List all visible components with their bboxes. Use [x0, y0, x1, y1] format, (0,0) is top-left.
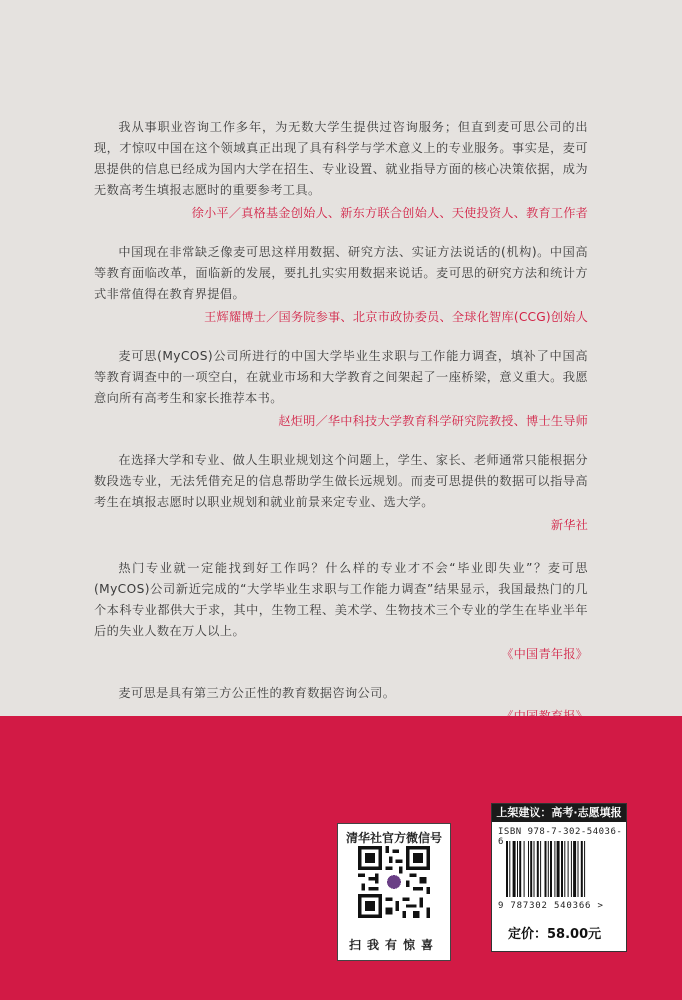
review-source-3: 赵炬明／华中科技大学教育科学研究院教授、博士生导师 [278, 414, 588, 428]
shelf-suggestion-label: 上架建议：高考·志愿填报 [492, 804, 626, 822]
wechat-qr-card [337, 823, 451, 961]
review-text-6: 麦可思是具有第三方公正性的教育数据咨询公司。 [118, 686, 396, 700]
barcode-digits: 9 787302 540366 > [498, 901, 604, 911]
qr-code-icon [358, 846, 430, 918]
reviews-section [94, 117, 588, 810]
qr-footer-text: 扫我有惊喜 [348, 938, 439, 952]
review-source-5: 《中国青年报》 [501, 647, 588, 661]
review-text-4: 在选择大学和专业、做人生职业规划这个问题上，学生、家长、老师通常只能根据分数段选专业，无法凭借充足的信息帮助学生做长远规划。而麦可思提供的数据可以指导高考生在填报志愿时以职业规划和就业前景来定专业、选大学。 [94, 453, 588, 509]
isbn-barcode-card [491, 803, 627, 952]
price-label: 定价：58.00元 [508, 927, 602, 942]
review-text-1: 我从事职业咨询工作多年，为无数大学生提供过咨询服务；但直到麦可思公司的出现，才惊叹中国在这个领域真正出现了具有科学与学术意义上的专业服务。事实是，麦可思提供的信息已经成为国内大学在招生、专业设置、就业指导方面的核心决策依据，成为无数高考生填报志愿时的重要参考工具。 [94, 120, 588, 197]
isbn-number: ISBN 978-7-302-54036-6 [498, 827, 623, 847]
qr-title: 清华社官方微信号 [345, 831, 442, 845]
review-text-2: 中国现在非常缺乏像麦可思这样用数据、研究方法、实证方法说话的(机构)。中国高等教育面临改革，面临新的发展，要扎扎实实用数据来说话。麦可思的研究方法和统计方式非常值得在教育界提倡。 [94, 245, 588, 301]
review-source-2: 王辉耀博士／国务院参事、北京市政协委员、全球化智库(CCG)创始人 [204, 310, 588, 324]
review-text-3: 麦可思(MyCOS)公司所进行的中国大学毕业生求职与工作能力调查，填补了中国高等教育调查中的一项空白，在就业市场和大学教育之间架起了一座桥梁，意义重大。我愿意向所有高考生和家长推荐本书。 [94, 349, 588, 405]
review-source-1: 徐小平／真格基金创始人、新东方联合创始人、天使投资人、教育工作者 [191, 206, 588, 220]
barcode-icon [506, 841, 616, 897]
review-text-5: 热门专业就一定能找到好工作吗？什么样的专业才不会“毕业即失业”？麦可思(MyCOS)公司新近完成的“大学毕业生求职与工作能力调查”结果显示，我国最热门的几个本科专业都供大于求，其中，生物工程、美术学、生物技术三个专业的学生在毕业半年后的失业人数在万人以上。 [94, 561, 588, 638]
review-source-4: 新华社 [550, 518, 588, 532]
